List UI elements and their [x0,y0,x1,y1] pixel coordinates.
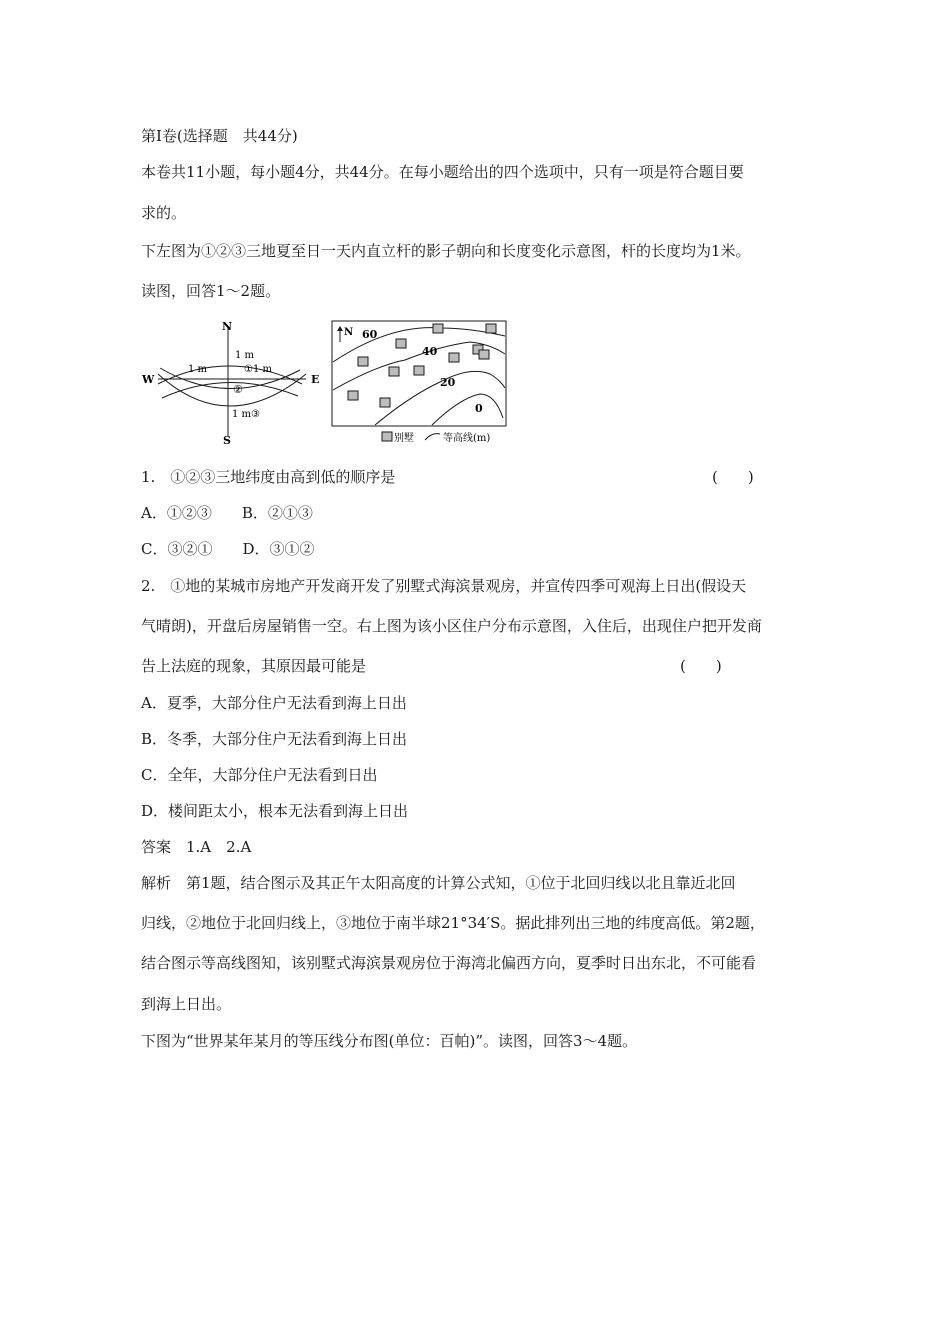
legend-villa-label: 别墅 [394,433,414,444]
villa-marker [396,339,406,348]
answer-line: 答案 1.A 2.A [141,838,252,856]
label-point-1: ①1 m [244,364,272,375]
question-2-line-2: 气晴朗)，开盘后房屋销售一空。右上图为该小区住户分布示意图，入住后，出现住户把开发商 [141,617,762,635]
legend-contour-label: 等高线(m) [443,433,491,444]
villa-marker [389,367,399,376]
label-point-2: ② [233,383,243,396]
question-2-option-d: D．楼间距太小，根本无法看到海上日出 [141,802,409,820]
villa-marker [348,391,358,400]
legend-contour-swatch [425,434,440,440]
question-1-answer-blank: ( ) [712,468,754,486]
villa-marker [380,398,390,407]
contour-20-label: 20 [440,376,456,389]
question-stem-3: 下图为“世界某年某月的等压线分布图(单位：百帕)”。读图，回答3～4题。 [141,1032,638,1050]
question-1-stem: 1. ①②③三地纬度由高到低的顺序是 [141,468,396,486]
villa-marker [358,357,368,366]
contour-map [332,321,506,444]
analysis-line-2: 归线，②地位于北回归线上，③地位于南半球21°34′S。据此排列出三地的纬度高低。第2题， [141,914,765,932]
east-label: E [311,373,320,386]
villa-marker [414,366,424,375]
contour-60-label: 60 [362,328,378,341]
question-2-line-1: 2. ①地的某城市房地产开发商开发了别墅式海滨景观房，并宣传四季可观海上日出(假设天 [141,577,747,595]
figures [140,318,520,450]
question-2-option-a: A．夏季，大部分住户无法看到海上日出 [141,694,407,712]
shadow-diagram [141,320,319,447]
intro-line-1: 本卷共11小题，每小题4分，共44分。在每小题给出的四个选项中，只有一项是符合题目要 [141,163,744,181]
legend-villa-swatch [382,432,392,441]
label-left-1m: 1 m [188,364,208,375]
analysis-line-4: 到海上日出。 [141,995,232,1013]
north-label: N [222,320,233,333]
south-label: S [223,434,231,447]
villa-marker [433,324,443,333]
villa-marker [486,324,496,333]
section-heading: 第Ⅰ卷(选择题 共44分) [141,127,298,145]
villa-marker [449,353,459,362]
contour-40-label: 40 [422,345,438,358]
label-point-3: 1 m③ [232,409,260,420]
question-2-option-c: C．全年，大部分住户无法看到日出 [141,766,378,784]
intro-line-2: 求的。 [141,204,187,222]
question-1-options-cd: C．③②① D．③①② [141,540,315,558]
question-stem-1-line-1: 下左图为①②③三地夏至日一天内直立杆的影子朝向和长度变化示意图，杆的长度均为1米。 [141,242,751,260]
question-2-line-3: 告上法庭的现象，其原因最可能是 [141,657,367,675]
question-2-answer-blank: ( ) [680,657,722,675]
analysis-line-1: 解析 第1题，结合图示及其正午太阳高度的计算公式知，①位于北回归线以北且靠近北回 [141,874,736,892]
question-stem-1-line-2: 读图，回答1～2题。 [141,282,281,300]
contour-0-label: 0 [475,402,483,415]
analysis-line-3: 结合图示等高线图知，该别墅式海滨景观房位于海湾北偏西方向，夏季时日出东北，不可能看 [141,954,757,972]
villa-marker [479,350,489,359]
question-1-options-ab: A．①②③ B．②①③ [141,504,313,522]
west-label: W [142,373,155,386]
north-arrow-label: N [344,327,354,338]
question-2-option-b: B．冬季，大部分住户无法看到海上日出 [141,730,408,748]
label-top-1m: 1 m [235,350,255,361]
